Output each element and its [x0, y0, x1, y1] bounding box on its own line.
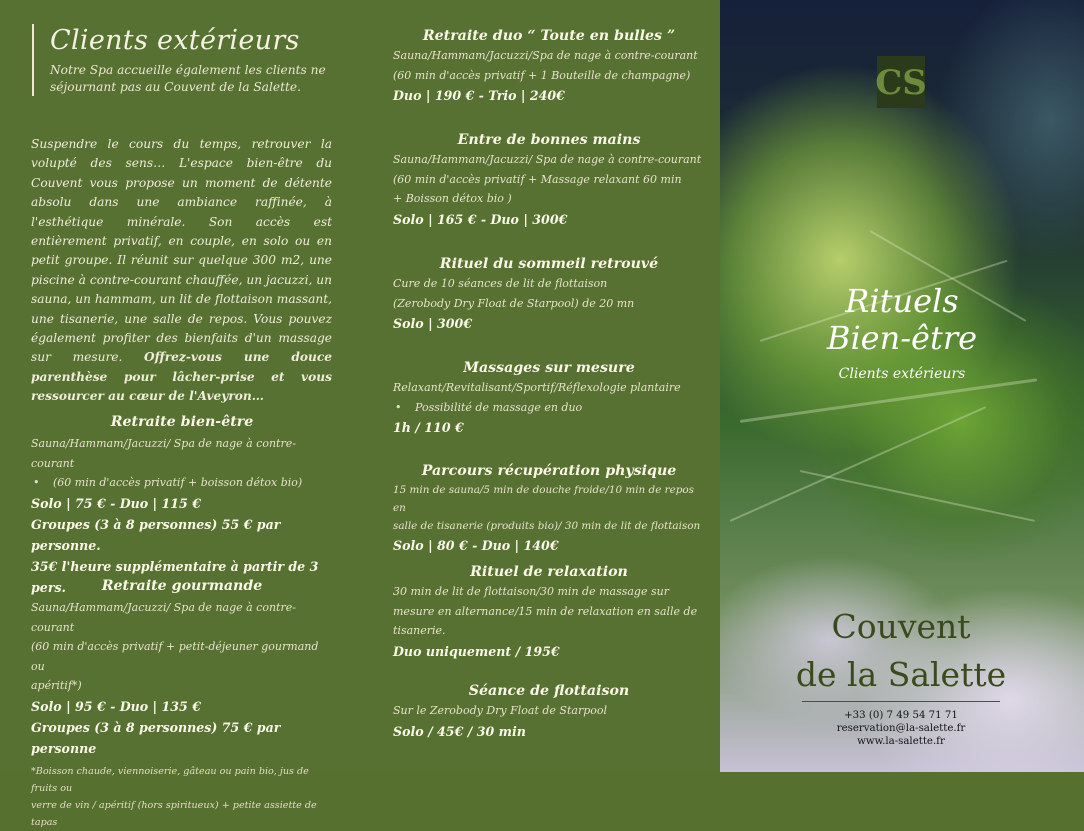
offer-massages-sur-mesure — [393, 358, 705, 438]
header-subtitle-line: séjournant pas au Couvent de la Salette. — [50, 80, 301, 94]
offer-title: Massages sur mesure — [463, 360, 635, 376]
offer-price: Groupes (3 à 8 personnes) 75 € par personne — [31, 719, 281, 756]
cover-title-line2: Bien-être — [826, 319, 978, 357]
offer-description: (60 min d'accès privatif + petit-déjeuner gourmand ou — [31, 640, 319, 673]
offer-description: Relaxant/Revitalisant/Sportif/Réflexologie plantaire — [393, 381, 681, 394]
offer-price: Solo | 300€ — [393, 316, 473, 332]
offer-description: Sur le Zerobody Dry Float de Starpool — [393, 704, 608, 717]
contact-phone: +33 (0) 7 49 54 71 71 — [844, 710, 958, 721]
brand-divider — [802, 701, 1000, 702]
offer-bullet: • (60 min d'accès privatif + boisson détox bio) — [31, 473, 333, 493]
offer-description: + Boisson détox bio ) — [393, 192, 512, 206]
offer-price: Groupes (3 à 8 personnes) 55 € par personne. — [31, 516, 281, 553]
offer-description: Sauna/Hammam/Jacuzzi/ Spa de nage à contre-courant — [31, 601, 296, 634]
intro-paragraph — [31, 135, 332, 407]
offer-rituel-de-relaxation — [393, 562, 705, 662]
offer-description: apéritif*) — [31, 679, 82, 693]
offer-title: Rituel de relaxation — [470, 564, 628, 580]
offer-description: 30 min de lit de flottaison/30 min de massage sur — [393, 585, 669, 598]
offer-price: 1h / 110 € — [393, 420, 464, 436]
cover-photo-panel — [720, 0, 1084, 772]
offer-parcours-recuperation — [393, 461, 705, 556]
offer-description: tisanerie. — [393, 624, 446, 638]
cover-subtitle: Clients extérieurs — [838, 366, 966, 382]
offer-price: Solo | 80 € - Duo | 140€ — [393, 538, 559, 553]
offer-description: (Zerobody Dry Float de Starpool) de 20 mn — [393, 296, 635, 310]
page-title: Clients extérieurs — [50, 25, 300, 56]
offer-description: 15 min de sauna/5 min de douche froide/10 min de repos en — [393, 484, 695, 514]
offer-price: Solo | 75 € - Duo | 115 € — [31, 495, 201, 511]
couvent-logo-icon — [877, 56, 925, 108]
offer-price: Solo | 95 € - Duo | 135 € — [31, 698, 201, 714]
offer-title: Retraite duo “ Toute en bulles ” — [422, 28, 676, 44]
grass-streak — [730, 406, 987, 522]
offer-title: Entre de bonnes mains — [457, 132, 641, 148]
offer-bullet: • Possibilité de massage en duo — [393, 398, 705, 418]
header-subtitle-line: Notre Spa accueille également les clients ne — [50, 63, 326, 77]
offer-retraite-bien-etre — [31, 412, 333, 598]
offer-price: Solo / 45€ / 30 min — [393, 723, 526, 739]
offer-retraite-gourmande — [31, 576, 333, 831]
offer-toute-en-bulles — [393, 26, 705, 106]
offer-title: Rituel du sommeil retrouvé — [439, 256, 659, 272]
contact-email: reservation@la-salette.fr — [836, 723, 966, 734]
offer-description: mesure en alternance/15 min de relaxation en salle de — [393, 604, 698, 618]
brand-name-line1: Couvent — [831, 607, 971, 646]
offer-footnote: *Boisson chaude, viennoiserie, gâteau ou pain bio, jus de fruits ou — [31, 765, 309, 794]
offer-price: Duo | 190 € - Trio | 240€ — [393, 88, 565, 104]
offer-description: Sauna/Hammam/Jacuzzi/ Spa de nage à contre-courant — [393, 153, 702, 166]
offer-title: Séance de flottaison — [468, 683, 630, 699]
offer-price: Solo | 165 € - Duo | 300€ — [393, 211, 568, 227]
offer-description: Sauna/Hammam/Jacuzzi/ Spa de nage à contre-courant — [31, 437, 296, 470]
offer-description: salle de tisanerie (produits bio)/ 30 min de lit de flottaison — [393, 520, 701, 532]
offer-description: Cure de 10 séances de lit de flottaison — [393, 277, 608, 290]
header-block — [32, 24, 332, 96]
offer-title: Parcours récupération physique — [421, 463, 677, 479]
offer-description: Sauna/Hammam/Jacuzzi/Spa de nage à contre-courant — [393, 49, 698, 62]
offer-title: Retraite bien-être — [110, 414, 254, 430]
contact-website: www.la-salette.fr — [857, 736, 945, 747]
intro-highlight: Offrez-vous une douce parenthèse pour lâcher-prise et vous ressourcer au cœur de l'Aveyron… — [31, 350, 333, 404]
offer-rituel-du-sommeil — [393, 254, 705, 334]
grass-streak — [800, 470, 1035, 522]
offer-price: Duo uniquement / 195€ — [393, 643, 560, 659]
offer-title: Retraite gourmande — [101, 578, 263, 594]
intro-text: Suspendre le cours du temps, retrouver la volupté des sens… L'espace bien-être du Couvent vous propose un moment de détente absolu dans une ambiance raffinée, à l'esthétique minérale. Son accès est entièrement privatif, en couple, en solo ou en petit groupe. Il réunit sur quelque 300 m2, une piscine à contre-courant chauffée, un jacuzzi, un sauna, un hammam, un lit de flottaison massant, une tisanerie, une salle de repos. Vous pouvez également profiter des bienfaits d'un massage sur mesure. — [31, 137, 332, 365]
offer-description: (60 min d'accès privatif + 1 Bouteille de champagne) — [393, 68, 691, 82]
brand-name-line2: de la Salette — [795, 655, 1007, 694]
offer-description: (60 min d'accès privatif + Massage relaxant 60 min — [393, 172, 682, 186]
header-subtitle — [50, 62, 332, 96]
offer-seance-de-flottaison — [393, 681, 705, 742]
offer-entre-de-bonnes-mains — [393, 130, 705, 230]
cover-title-line1: Rituels — [845, 282, 959, 320]
logo-text: CS — [875, 63, 927, 103]
offer-footnote: verre de vin / apéritif (hors spiritueux) + petite assiette de tapas — [31, 799, 317, 828]
offer-price: 35€ l'heure supplémentaire à partir de 3 pers. — [31, 558, 319, 595]
